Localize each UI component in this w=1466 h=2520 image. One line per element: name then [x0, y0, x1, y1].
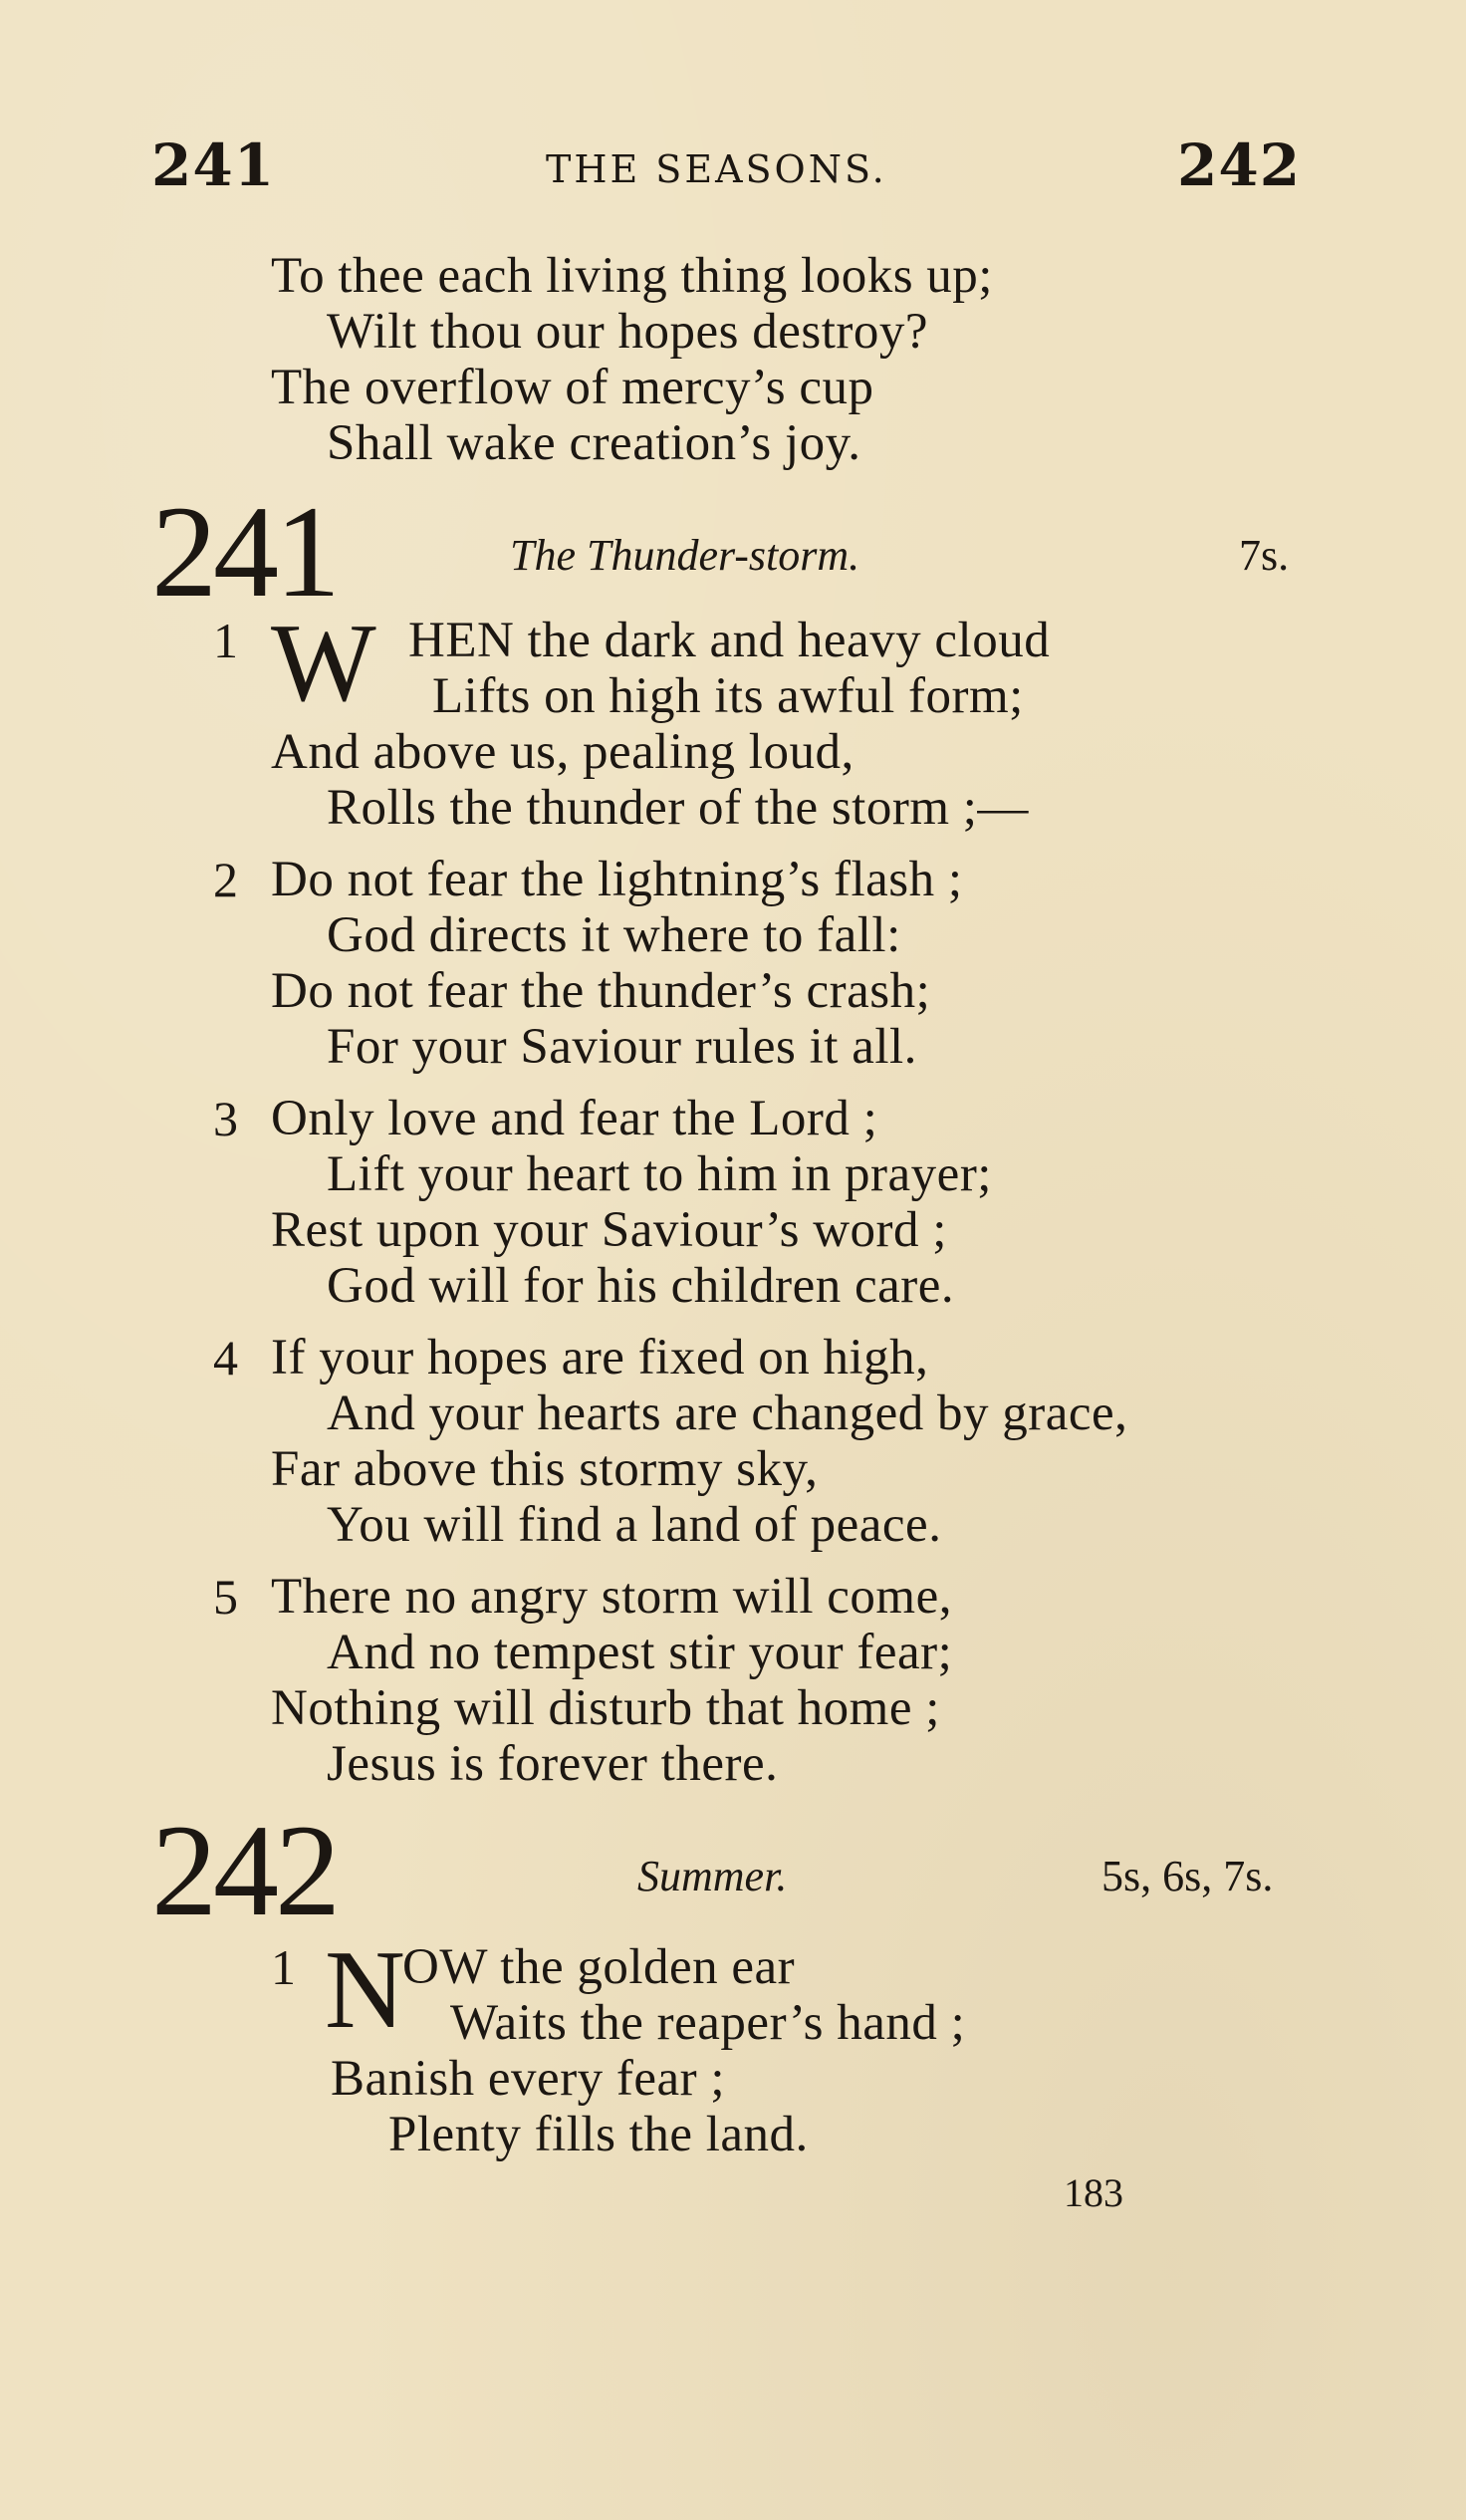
intro-line-1: To thee each living thing looks up; — [271, 248, 993, 304]
hymn-242-dropcap: N — [325, 1928, 405, 2052]
hymn-241-verse-2-number: 2 — [213, 852, 238, 907]
hymn-241-dropcap: W — [271, 602, 376, 725]
hymn-241-v4-line-3: Far above this stormy sky, — [271, 1441, 819, 1497]
hymn-241-verse-1-number: 1 — [213, 613, 238, 668]
hymn-241-v2-line-2: God directs it where to fall: — [327, 907, 901, 963]
hymn-241-v1-line-3: And above us, pealing loud, — [271, 724, 855, 780]
hymn-242-v1-line-4: Plenty fills the land. — [388, 2107, 809, 2162]
hymn-241-v5-line-1: There no angry storm will come, — [271, 1569, 952, 1625]
hymn-241-v4-line-4: You will find a land of peace. — [327, 1497, 942, 1553]
hymn-241-v1-line-4: Rolls the thunder of the storm ;— — [327, 780, 1029, 836]
header-right-number: 242 — [1177, 131, 1302, 199]
hymn-242-v1-line-1: OW the golden ear — [402, 1939, 796, 1995]
hymn-241-v3-line-4: God will for his children care. — [327, 1258, 955, 1314]
hymn-241-v1-line-2: Lifts on high its awful form; — [432, 668, 1024, 724]
hymn-241-meter: 7s. — [1239, 531, 1290, 580]
hymn-242-v1-line-3: Banish every fear ; — [331, 2051, 726, 2107]
hymn-242-meter: 5s, 6s, 7s. — [1101, 1852, 1274, 1900]
hymn-242-title: Summer. — [637, 1852, 788, 1900]
hymn-241-title: The Thunder-storm. — [510, 531, 860, 580]
header-title: THE SEASONS. — [546, 147, 887, 191]
hymn-241-v3-line-1: Only love and fear the Lord ; — [271, 1091, 878, 1146]
hymn-241-v3-line-3: Rest upon your Saviour’s word ; — [271, 1202, 947, 1258]
header-left-number: 241 — [151, 131, 276, 199]
hymn-242-verse-1-number: 1 — [271, 1939, 296, 1995]
hymn-241-v1-line-1: HEN the dark and heavy cloud — [408, 613, 1051, 668]
hymn-241-v5-line-4: Jesus is forever there. — [327, 1736, 779, 1792]
intro-line-4: Shall wake creation’s joy. — [327, 415, 861, 471]
hymn-241-v4-line-2: And your hearts are changed by grace, — [327, 1386, 1128, 1441]
intro-line-3: The overflow of mercy’s cup — [271, 360, 874, 415]
hymn-241-v5-line-3: Nothing will disturb that home ; — [271, 1680, 940, 1736]
hymn-241-v2-line-3: Do not fear the thunder’s crash; — [271, 963, 931, 1019]
hymn-241-v2-line-1: Do not fear the lightning’s flash ; — [271, 852, 963, 907]
hymn-241-verse-4-number: 4 — [213, 1330, 238, 1386]
hymn-241-v5-line-2: And no tempest stir your fear; — [327, 1625, 953, 1680]
hymn-241-v2-line-4: For your Saviour rules it all. — [327, 1019, 917, 1075]
hymn-241-v4-line-1: If your hopes are fixed on high, — [271, 1330, 929, 1386]
hymn-241-number: 241 — [151, 478, 337, 625]
hymn-241-v3-line-2: Lift your heart to him in prayer; — [327, 1146, 992, 1202]
hymn-241-verse-3-number: 3 — [213, 1091, 238, 1146]
hymn-242-number: 242 — [151, 1797, 337, 1943]
hymn-242-v1-line-2: Waits the reaper’s hand ; — [450, 1995, 966, 2051]
intro-line-2: Wilt thou our hopes destroy? — [327, 304, 929, 360]
page-number: 183 — [1064, 2170, 1123, 2215]
hymn-241-verse-5-number: 5 — [213, 1569, 238, 1625]
